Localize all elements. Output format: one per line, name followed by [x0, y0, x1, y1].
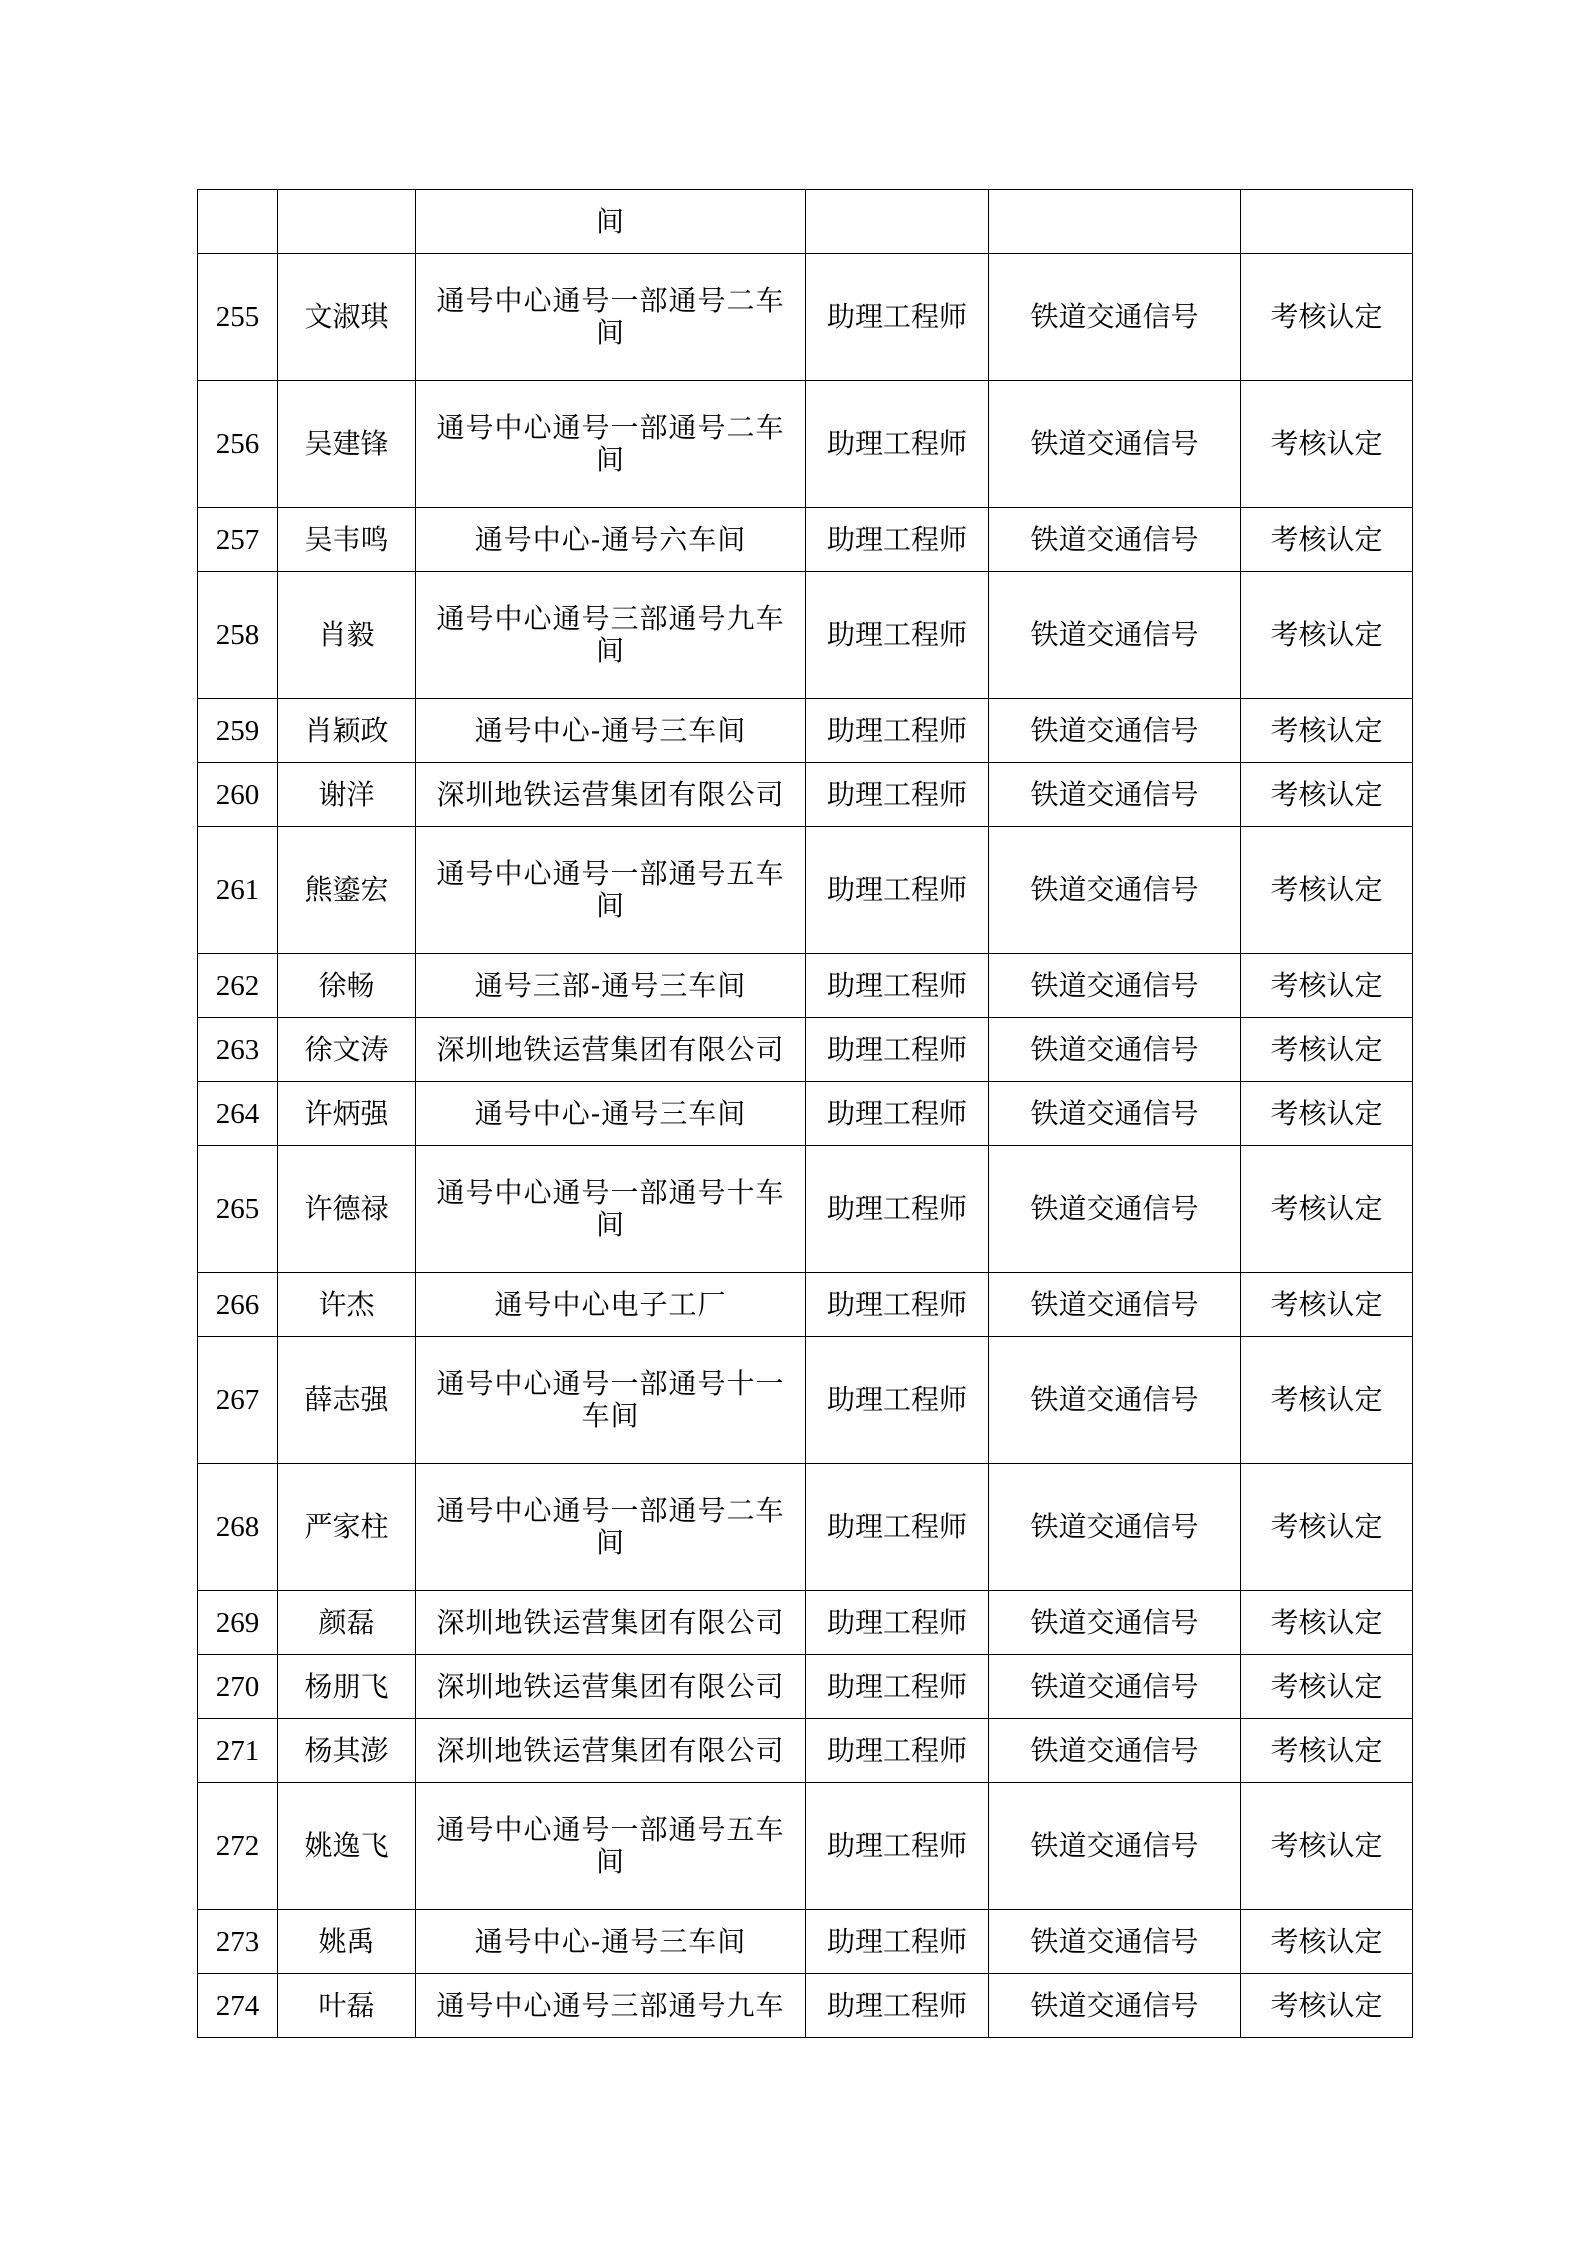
- table-row: [198, 1655, 1413, 1719]
- cell-title: 助理工程师: [806, 1146, 989, 1273]
- cell-dept: 通号中心-通号六车间: [416, 508, 806, 572]
- cell-name: 肖颖政: [278, 699, 416, 763]
- cell-method: 考核认定: [1241, 254, 1413, 381]
- cell-name: 徐畅: [278, 954, 416, 1018]
- cell-method: 考核认定: [1241, 1146, 1413, 1273]
- cell-name: 肖毅: [278, 572, 416, 699]
- cell-method: 考核认定: [1241, 699, 1413, 763]
- cell-no: 270: [198, 1655, 278, 1719]
- cell-major: 铁道交通信号: [989, 381, 1241, 508]
- table-row: [198, 1591, 1413, 1655]
- cell-title: 助理工程师: [806, 572, 989, 699]
- cell-no: 265: [198, 1146, 278, 1273]
- cell-name: 徐文涛: [278, 1018, 416, 1082]
- cell-method: 考核认定: [1241, 1018, 1413, 1082]
- table-row: [198, 508, 1413, 572]
- cell-name: 姚逸飞: [278, 1783, 416, 1910]
- cell-dept: 通号中心通号一部通号五车间: [416, 1783, 806, 1910]
- cell-no: 273: [198, 1910, 278, 1974]
- cell-dept: 通号三部-通号三车间: [416, 954, 806, 1018]
- table-row: [198, 1783, 1413, 1910]
- cell-method: 考核认定: [1241, 954, 1413, 1018]
- cell-dept: 通号中心通号一部通号二车间: [416, 381, 806, 508]
- cell-method: 考核认定: [1241, 763, 1413, 827]
- cell-name: 文淑琪: [278, 254, 416, 381]
- cell-method: 考核认定: [1241, 1655, 1413, 1719]
- cell-title: 助理工程师: [806, 699, 989, 763]
- cell-method: 考核认定: [1241, 1273, 1413, 1337]
- cell-dept: 深圳地铁运营集团有限公司: [416, 1719, 806, 1783]
- cell-title: 助理工程师: [806, 1910, 989, 1974]
- cell-title: [806, 190, 989, 254]
- cell-major: 铁道交通信号: [989, 572, 1241, 699]
- cell-name: 颜磊: [278, 1591, 416, 1655]
- table-row: [198, 763, 1413, 827]
- cell-dept: 通号中心通号一部通号二车间: [416, 254, 806, 381]
- table-row: [198, 254, 1413, 381]
- cell-name: 许德禄: [278, 1146, 416, 1273]
- cell-major: 铁道交通信号: [989, 954, 1241, 1018]
- cell-name: 薛志强: [278, 1337, 416, 1464]
- cell-method: 考核认定: [1241, 1719, 1413, 1783]
- cell-method: [1241, 190, 1413, 254]
- cell-no: 258: [198, 572, 278, 699]
- cell-major: 铁道交通信号: [989, 254, 1241, 381]
- cell-major: 铁道交通信号: [989, 508, 1241, 572]
- cell-major: 铁道交通信号: [989, 699, 1241, 763]
- cell-name: 吴建锋: [278, 381, 416, 508]
- cell-method: 考核认定: [1241, 1783, 1413, 1910]
- table-row: [198, 1974, 1413, 2038]
- cell-title: 助理工程师: [806, 254, 989, 381]
- cell-dept: 通号中心通号一部通号十车间: [416, 1146, 806, 1273]
- cell-name: 吴韦鸣: [278, 508, 416, 572]
- cell-title: 助理工程师: [806, 381, 989, 508]
- cell-dept: 通号中心-通号三车间: [416, 1910, 806, 1974]
- cell-dept: 通号中心-通号三车间: [416, 699, 806, 763]
- cell-name: 杨朋飞: [278, 1655, 416, 1719]
- cell-dept: 通号中心通号一部通号二车间: [416, 1464, 806, 1591]
- table-row: [198, 1910, 1413, 1974]
- table-row: [198, 1337, 1413, 1464]
- cell-no: 255: [198, 254, 278, 381]
- cell-name: 许杰: [278, 1273, 416, 1337]
- cell-method: 考核认定: [1241, 1464, 1413, 1591]
- cell-dept: 间: [416, 190, 806, 254]
- cell-major: 铁道交通信号: [989, 1464, 1241, 1591]
- table-row: [198, 954, 1413, 1018]
- cell-no: 264: [198, 1082, 278, 1146]
- cell-dept: 通号中心通号三部通号九车: [416, 1974, 806, 2038]
- table-row: [198, 1464, 1413, 1591]
- cell-no: 263: [198, 1018, 278, 1082]
- cell-no: 262: [198, 954, 278, 1018]
- cell-no: 259: [198, 699, 278, 763]
- cell-major: 铁道交通信号: [989, 1146, 1241, 1273]
- cell-title: 助理工程师: [806, 763, 989, 827]
- cell-dept: 通号中心电子工厂: [416, 1273, 806, 1337]
- cell-title: 助理工程师: [806, 1464, 989, 1591]
- roster-body: [198, 190, 1413, 2038]
- cell-no: 257: [198, 508, 278, 572]
- cell-dept: 深圳地铁运营集团有限公司: [416, 1018, 806, 1082]
- table-row: [198, 1018, 1413, 1082]
- cell-method: 考核认定: [1241, 1337, 1413, 1464]
- cell-no: 261: [198, 827, 278, 954]
- cell-no: 269: [198, 1591, 278, 1655]
- cell-major: 铁道交通信号: [989, 1082, 1241, 1146]
- cell-major: 铁道交通信号: [989, 1591, 1241, 1655]
- cell-title: 助理工程师: [806, 1273, 989, 1337]
- cell-major: 铁道交通信号: [989, 827, 1241, 954]
- table-row: [198, 699, 1413, 763]
- cell-no: 266: [198, 1273, 278, 1337]
- cell-method: 考核认定: [1241, 572, 1413, 699]
- cell-title: 助理工程师: [806, 1719, 989, 1783]
- cell-major: [989, 190, 1241, 254]
- cell-major: 铁道交通信号: [989, 1974, 1241, 2038]
- cell-major: 铁道交通信号: [989, 1910, 1241, 1974]
- cell-no: [198, 190, 278, 254]
- cell-name: 谢洋: [278, 763, 416, 827]
- cell-dept: 深圳地铁运营集团有限公司: [416, 1591, 806, 1655]
- cell-name: 杨其澎: [278, 1719, 416, 1783]
- cell-title: 助理工程师: [806, 1591, 989, 1655]
- cell-major: 铁道交通信号: [989, 1018, 1241, 1082]
- cell-method: 考核认定: [1241, 1910, 1413, 1974]
- cell-title: 助理工程师: [806, 1974, 989, 2038]
- cell-major: 铁道交通信号: [989, 1783, 1241, 1910]
- cell-dept: 深圳地铁运营集团有限公司: [416, 763, 806, 827]
- cell-no: 268: [198, 1464, 278, 1591]
- cell-name: 严家柱: [278, 1464, 416, 1591]
- cell-major: 铁道交通信号: [989, 763, 1241, 827]
- cell-major: 铁道交通信号: [989, 1719, 1241, 1783]
- table-row: [198, 381, 1413, 508]
- cell-dept: 通号中心通号一部通号五车间: [416, 827, 806, 954]
- cell-title: 助理工程师: [806, 508, 989, 572]
- cell-major: 铁道交通信号: [989, 1273, 1241, 1337]
- cell-name: 姚禹: [278, 1910, 416, 1974]
- cell-name: [278, 190, 416, 254]
- cell-dept: 通号中心-通号三车间: [416, 1082, 806, 1146]
- cell-name: 许炳强: [278, 1082, 416, 1146]
- cell-title: 助理工程师: [806, 1783, 989, 1910]
- cell-title: 助理工程师: [806, 1018, 989, 1082]
- cell-major: 铁道交通信号: [989, 1655, 1241, 1719]
- cell-method: 考核认定: [1241, 381, 1413, 508]
- cell-dept: 通号中心通号三部通号九车间: [416, 572, 806, 699]
- cell-name: 叶磊: [278, 1974, 416, 2038]
- cell-no: 260: [198, 763, 278, 827]
- cell-no: 274: [198, 1974, 278, 2038]
- cell-no: 272: [198, 1783, 278, 1910]
- cell-no: 256: [198, 381, 278, 508]
- cell-title: 助理工程师: [806, 1655, 989, 1719]
- table-row: [198, 1146, 1413, 1273]
- cell-method: 考核认定: [1241, 1082, 1413, 1146]
- table-row: [198, 1273, 1413, 1337]
- table-row: [198, 827, 1413, 954]
- table-row: [198, 1719, 1413, 1783]
- cell-method: 考核认定: [1241, 827, 1413, 954]
- table-row: [198, 1082, 1413, 1146]
- table-row: [198, 572, 1413, 699]
- cell-dept: 通号中心通号一部通号十一车间: [416, 1337, 806, 1464]
- cell-method: 考核认定: [1241, 508, 1413, 572]
- table-row-continuation: [198, 190, 1413, 254]
- cell-title: 助理工程师: [806, 1082, 989, 1146]
- cell-title: 助理工程师: [806, 954, 989, 1018]
- cell-dept: 深圳地铁运营集团有限公司: [416, 1655, 806, 1719]
- roster-table: [197, 189, 1413, 2038]
- cell-method: 考核认定: [1241, 1591, 1413, 1655]
- cell-major: 铁道交通信号: [989, 1337, 1241, 1464]
- cell-title: 助理工程师: [806, 1337, 989, 1464]
- cell-name: 熊鎏宏: [278, 827, 416, 954]
- cell-title: 助理工程师: [806, 827, 989, 954]
- cell-method: 考核认定: [1241, 1974, 1413, 2038]
- cell-no: 271: [198, 1719, 278, 1783]
- cell-no: 267: [198, 1337, 278, 1464]
